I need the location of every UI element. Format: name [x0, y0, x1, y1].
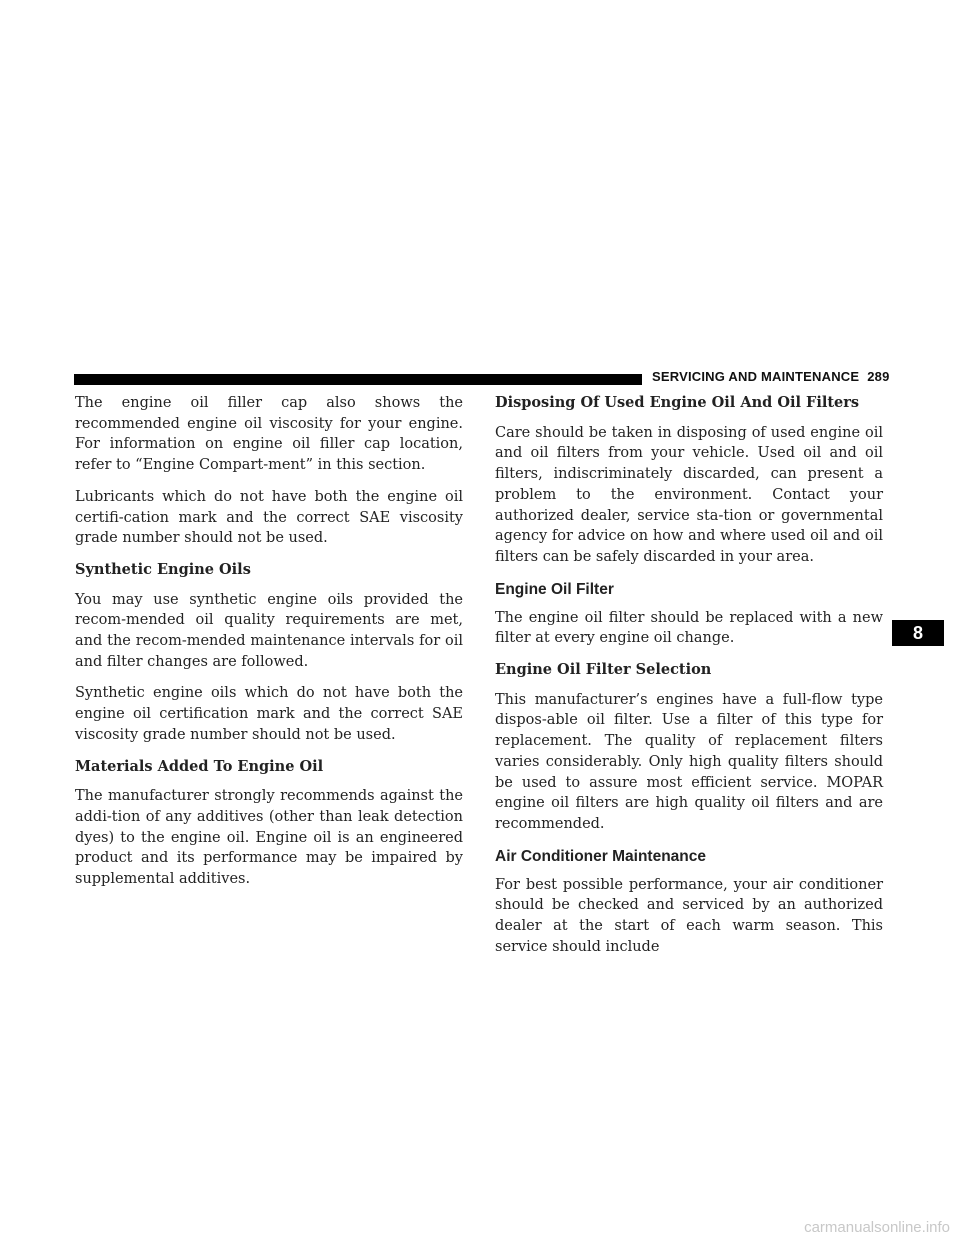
header-rule: [74, 374, 642, 385]
chapter-tab: 8: [892, 620, 944, 646]
right-column: [495, 393, 883, 968]
paragraph-disposing: Care should be taken in disposing of used engine oil and oil filters from your vehicle. Used oil and oil filters, indiscriminately discarded, can present a problem to the environment. Contact your authorized dealer, service sta-tion or governmental agency for advice on how and where used oil and oil filters can be safely discarded in your area.: [495, 424, 883, 565]
left-column: [75, 393, 463, 901]
paragraph-synthetic-use: You may use synthetic engine oils provided the recom-mended oil quality requirements are met, and the recom-mended maintenance intervals for oil and filter changes are followed.: [75, 591, 463, 670]
paragraph-filter-replace: The engine oil filter should be replaced with a new filter at every engine oil change.: [495, 609, 883, 647]
heading-materials-added: Materials Added To Engine Oil: [75, 757, 324, 775]
paragraph-filter-selection: This manufacturer’s engines have a full-flow type dispos-able oil filter. Use a filter of this type for replacement. The quality of replacement filters varies considerably. Only high quality filters should be used to assure most efficient service. MOPAR engine oil filters are high quality oil filters and are recommended.: [495, 691, 883, 832]
page-number: 289: [867, 369, 890, 384]
watermark: carmanualsonline.info: [804, 1219, 950, 1236]
paragraph-ac-maintenance: For best possible performance, your air conditioner should be checked and serviced by an authorized dealer at the start of each warm season. This service should include: [495, 876, 883, 955]
paragraph-additives: The manufacturer strongly recommends against the addi-tion of any additives (other than leak detection dyes) to the engine oil. Engine oil is an engineered product and its performance may be impaired by supplemental additives.: [75, 788, 463, 888]
section-title: SERVICING AND MAINTENANCE: [652, 369, 860, 384]
heading-disposing: Disposing Of Used Engine Oil And Oil Filters: [495, 394, 860, 411]
heading-ac-maintenance: Air Conditioner Maintenance: [495, 847, 706, 865]
running-header: [652, 369, 890, 384]
paragraph-filler-cap: The engine oil filler cap also shows the recommended engine oil viscosity for your engine. For information on engine oil filler cap location, refer to “Engine Compart-ment” in this section.: [75, 395, 463, 474]
heading-synthetic-oils: Synthetic Engine Oils: [75, 560, 251, 578]
paragraph-synthetic-cert: Synthetic engine oils which do not have both the engine oil certification mark and the correct SAE viscosity grade number should not be used.: [75, 685, 463, 743]
paragraph-lubricants: Lubricants which do not have both the engine oil certifi-cation mark and the correct SAE viscosity grade number should not be used.: [75, 488, 463, 547]
heading-engine-oil-filter: Engine Oil Filter: [495, 580, 614, 598]
heading-filter-selection: Engine Oil Filter Selection: [495, 661, 712, 679]
